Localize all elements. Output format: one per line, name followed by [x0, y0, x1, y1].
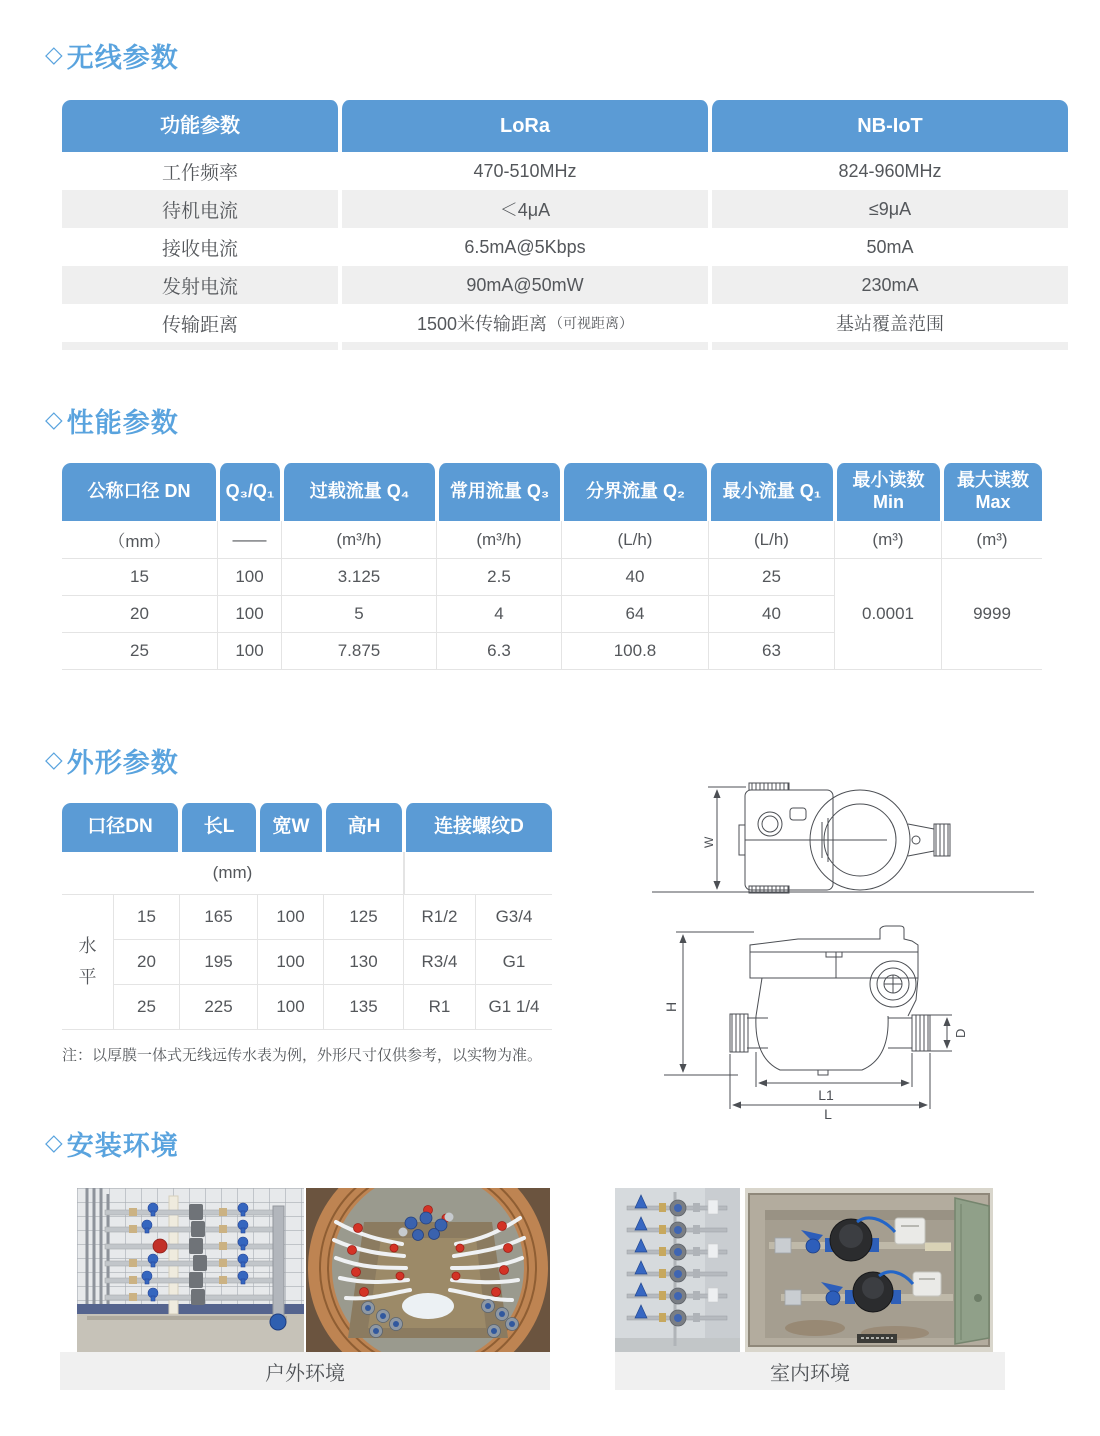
dimension-label-d: D	[953, 1028, 968, 1038]
meter-top-view-drawing	[650, 766, 1040, 898]
wireless-row-lora: 90mA@50mW	[340, 266, 710, 304]
section-title-dimensions	[45, 741, 179, 780]
perf-cell: 63	[709, 633, 835, 670]
dim-cell: 25	[114, 985, 180, 1030]
section-title-text: 无线参数	[66, 43, 179, 73]
section-title-performance	[45, 401, 179, 440]
wireless-row-nbiot: 824-960MHz	[710, 152, 1068, 190]
wireless-row-nbiot: 50mA	[710, 228, 1068, 266]
dim-orientation-text: 水平	[78, 936, 97, 987]
perf-header-q3q1: Q₃/Q₁	[218, 463, 282, 521]
table-footer-strip	[710, 342, 1068, 350]
dim-cell: 125	[324, 895, 404, 940]
dim-cell: 15	[114, 895, 180, 940]
dim-cell: 130	[324, 940, 404, 985]
dim-cell: 165	[180, 895, 258, 940]
perf-cell: 100.8	[562, 633, 709, 670]
perf-header-max-line2: Max	[975, 492, 1011, 512]
perf-header-min-line2: Min	[873, 492, 904, 512]
diamond-icon: ◇	[45, 1129, 64, 1155]
dim-cell: 100	[258, 985, 324, 1030]
perf-header-q3: 常用流量 Q₃	[437, 463, 562, 521]
dim-cell: 225	[180, 985, 258, 1030]
wireless-row-nbiot: 230mA	[710, 266, 1068, 304]
perf-cell: 2.5	[437, 559, 562, 596]
wireless-table	[62, 100, 1068, 350]
perf-cell: 25	[709, 559, 835, 596]
wireless-row-nbiot: 基站覆盖范围	[710, 304, 1068, 342]
perf-header-q2: 分界流量 Q₂	[562, 463, 709, 521]
diamond-icon: ◇	[45, 406, 64, 432]
perf-cell: 4	[437, 596, 562, 633]
diamond-icon: ◇	[45, 746, 64, 772]
indoor-photo-rack	[615, 1188, 740, 1352]
caption-indoor	[615, 1352, 1005, 1390]
dimension-label-h: H	[663, 1001, 679, 1012]
perf-unit: (m³)	[942, 521, 1042, 559]
wireless-row-lora: 470-510MHz	[340, 152, 710, 190]
section-title-text: 性能参数	[66, 408, 179, 438]
perf-cell: 15	[62, 559, 218, 596]
perf-unit: （mm）	[62, 521, 218, 559]
dim-cell: 100	[258, 940, 324, 985]
perf-cell: 25	[62, 633, 218, 670]
dim-header-w: 宽W	[258, 803, 324, 852]
perf-max-value: 9999	[942, 559, 1042, 670]
wireless-row-lora: ＜4μA	[340, 190, 710, 228]
wireless-header-lora: LoRa	[340, 100, 710, 152]
perf-cell: 64	[562, 596, 709, 633]
dim-cell: G3/4	[476, 895, 552, 940]
diamond-icon: ◇	[45, 41, 64, 67]
perf-min-value: 0.0001	[835, 559, 942, 670]
dimensions-note: 注：以厚膜一体式无线远传水表为例，外形尺寸仅供参考，以实物为准。	[62, 1047, 543, 1064]
section-title-text: 安装环境	[66, 1131, 179, 1161]
section-title-text: 外形参数	[66, 748, 179, 778]
dim-header-l: 长L	[180, 803, 258, 852]
wireless-row-label: 发射电流	[62, 266, 340, 304]
table-footer-strip	[62, 342, 340, 350]
perf-unit: (L/h)	[562, 521, 709, 559]
perf-cell: 100	[218, 633, 282, 670]
perf-cell: 5	[282, 596, 437, 633]
caption-outdoor	[60, 1352, 550, 1390]
dimensions-table	[62, 803, 552, 1030]
wireless-distance-value: 1500米传输距离	[416, 314, 548, 334]
dim-header-dn: 口径DN	[62, 803, 180, 852]
dim-cell: 100	[258, 895, 324, 940]
perf-header-min	[835, 463, 942, 521]
performance-table	[62, 463, 1042, 670]
dim-cell: R1/2	[404, 895, 476, 940]
wireless-row-label: 待机电流	[62, 190, 340, 228]
wireless-row-label: 工作频率	[62, 152, 340, 190]
dim-cell: R1	[404, 985, 476, 1030]
perf-cell: 40	[709, 596, 835, 633]
perf-cell: 7.875	[282, 633, 437, 670]
dim-header-h: 高H	[324, 803, 404, 852]
meter-side-view-drawing	[650, 920, 1050, 1120]
perf-cell: 100	[218, 596, 282, 633]
perf-unit: (L/h)	[709, 521, 835, 559]
perf-header-q4: 过载流量 Q₄	[282, 463, 437, 521]
perf-cell: 40	[562, 559, 709, 596]
dim-cell: G1	[476, 940, 552, 985]
table-footer-strip	[340, 342, 710, 350]
dim-header-thread: 连接螺纹D	[404, 803, 552, 852]
perf-header-q1: 最小流量 Q₁	[709, 463, 835, 521]
section-title-installation	[45, 1124, 179, 1163]
perf-unit: (m³)	[835, 521, 942, 559]
perf-header-dn: 公称口径 DN	[62, 463, 218, 521]
indoor-photo-box	[745, 1188, 993, 1352]
outdoor-photo-manhole	[306, 1188, 550, 1352]
perf-unit: (m³/h)	[282, 521, 437, 559]
dim-cell: 135	[324, 985, 404, 1030]
perf-header-max-line1: 最大读数	[957, 470, 1029, 491]
perf-cell: 6.3	[437, 633, 562, 670]
dim-unit-empty	[404, 852, 552, 895]
perf-cell: 100	[218, 559, 282, 596]
wireless-header-nbiot: NB-IoT	[710, 100, 1068, 152]
wireless-row-lora	[340, 304, 710, 342]
dimension-label-l1: L1	[818, 1087, 834, 1103]
perf-header-max	[942, 463, 1042, 521]
perf-unit: (m³/h)	[437, 521, 562, 559]
caption-outdoor-text: 户外环境	[265, 1362, 345, 1385]
wireless-row-label: 传输距离	[62, 304, 340, 342]
dim-cell: 195	[180, 940, 258, 985]
dim-cell: 20	[114, 940, 180, 985]
outdoor-photo-wall	[77, 1188, 304, 1352]
section-title-wireless	[45, 36, 179, 75]
caption-indoor-text: 室内环境	[770, 1362, 850, 1385]
dim-unit-row: (mm)	[62, 852, 404, 895]
perf-unit: ——	[218, 521, 282, 559]
wireless-row-nbiot: ≤9μA	[710, 190, 1068, 228]
dim-orientation	[62, 895, 114, 1030]
dim-cell: R3/4	[404, 940, 476, 985]
dimension-label-l: L	[824, 1106, 832, 1120]
perf-header-min-line1: 最小读数	[852, 470, 925, 491]
wireless-header-function: 功能参数	[62, 100, 340, 152]
wireless-distance-note: （可视距离）	[549, 315, 634, 331]
dimension-label-w: W	[702, 836, 716, 848]
perf-cell: 20	[62, 596, 218, 633]
perf-cell: 3.125	[282, 559, 437, 596]
dim-cell: G1 1/4	[476, 985, 552, 1030]
wireless-row-lora: 6.5mA@5Kbps	[340, 228, 710, 266]
wireless-row-label: 接收电流	[62, 228, 340, 266]
